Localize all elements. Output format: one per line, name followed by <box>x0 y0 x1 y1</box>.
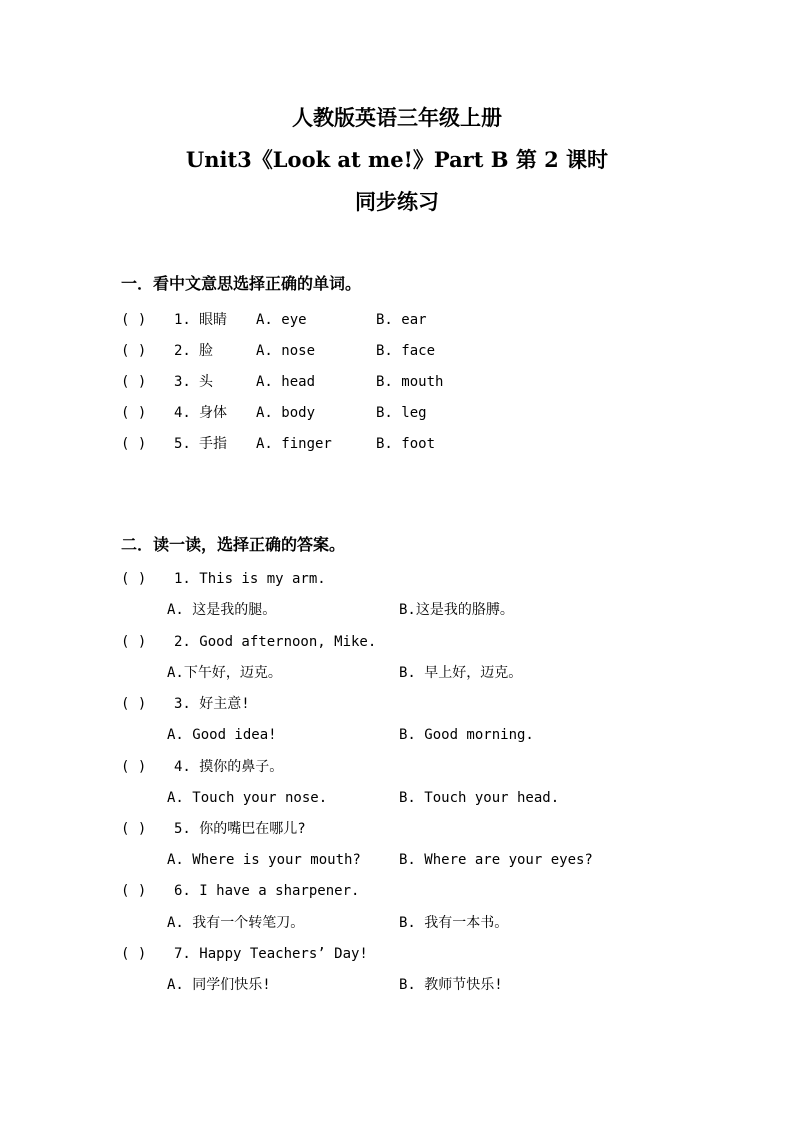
option-b: B. Touch your head. <box>399 790 560 806</box>
question-text: 7. Happy Teachers’ Day! <box>174 946 368 962</box>
title-practice: 同步练习 <box>355 189 439 214</box>
option-b: B. ear <box>376 312 427 328</box>
question-text: 3. 好主意! <box>174 696 250 712</box>
question-text: 6. I have a sharpener. <box>174 883 360 899</box>
item-number: 5. <box>174 436 191 452</box>
answer-blank[interactable]: ( ) <box>121 821 147 837</box>
option-b: B. 早上好，迈克。 <box>399 665 523 681</box>
option-b: B.这是我的胳膊。 <box>399 602 514 618</box>
item-number: 1. <box>174 312 191 328</box>
section2-heading: 二．读一读，选择正确的答案。 <box>121 535 346 554</box>
option-a: A. 同学们快乐! <box>167 977 271 993</box>
option-b: B. 我有一本书。 <box>399 915 509 931</box>
question-text: 1. This is my arm. <box>174 571 326 587</box>
option-b: B. Where are your eyes? <box>399 852 593 868</box>
answer-blank[interactable]: ( ) <box>121 759 147 775</box>
section1-heading: 一．看中文意思选择正确的单词。 <box>121 274 362 293</box>
question-text: 2. Good afternoon, Mike. <box>174 634 377 650</box>
question-text: 4. 摸你的鼻子。 <box>174 759 284 775</box>
option-a: A. finger <box>256 436 332 452</box>
answer-blank[interactable]: ( ) <box>121 696 147 712</box>
option-a: A. Good idea! <box>167 727 277 743</box>
answer-blank[interactable]: ( ) <box>121 634 147 650</box>
chinese-word: 眼睛 <box>199 312 227 328</box>
chinese-word: 脸 <box>199 343 213 359</box>
option-b: B. Good morning. <box>399 727 534 743</box>
title-book: 人教版英语三年级上册 <box>292 105 502 130</box>
chinese-word: 头 <box>199 374 213 390</box>
option-b: B. leg <box>376 405 427 421</box>
option-a: A.下午好，迈克。 <box>167 665 282 681</box>
title-unit: Unit3《Look at me!》Part B 第 2 课时 <box>185 147 609 172</box>
option-b: B. face <box>376 343 436 359</box>
item-number: 3. <box>174 374 191 390</box>
option-a: A. Touch your nose. <box>167 790 328 806</box>
option-a: A. 这是我的腿。 <box>167 602 277 618</box>
question-text: 5. 你的嘴巴在哪儿? <box>174 821 306 837</box>
option-a: A. body <box>256 405 316 421</box>
option-a: A. head <box>256 374 316 390</box>
option-b: B. 教师节快乐! <box>399 977 503 993</box>
option-b: B. mouth <box>376 374 444 390</box>
answer-blank[interactable]: ( ) <box>121 405 147 421</box>
item-number: 2. <box>174 343 191 359</box>
chinese-word: 手指 <box>199 436 227 452</box>
answer-blank[interactable]: ( ) <box>121 374 147 390</box>
answer-blank[interactable]: ( ) <box>121 883 147 899</box>
option-b: B. foot <box>376 436 436 452</box>
option-a: A. eye <box>256 312 307 328</box>
option-a: A. 我有一个转笔刀。 <box>167 915 305 931</box>
answer-blank[interactable]: ( ) <box>121 946 147 962</box>
answer-blank[interactable]: ( ) <box>121 436 147 452</box>
answer-blank[interactable]: ( ) <box>121 571 147 587</box>
option-a: A. nose <box>256 343 316 359</box>
answer-blank[interactable]: ( ) <box>121 343 147 359</box>
chinese-word: 身体 <box>199 405 227 421</box>
answer-blank[interactable]: ( ) <box>121 312 147 328</box>
option-a: A. Where is your mouth? <box>167 852 361 868</box>
item-number: 4. <box>174 405 191 421</box>
